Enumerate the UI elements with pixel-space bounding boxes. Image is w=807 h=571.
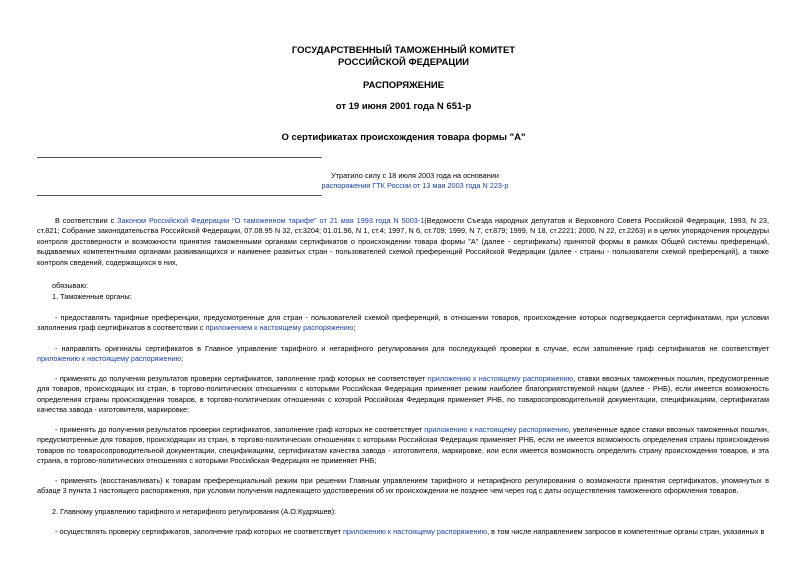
doc-type: РАСПОРЯЖЕНИЕ [362, 80, 445, 91]
org-name-line2: РОССИЙСКОЙ ФЕДЕРАЦИИ [337, 57, 469, 68]
doc-date-number: от 19 июня 2001 года N 651-р [335, 101, 472, 112]
obliges-line: обязываю: [52, 281, 88, 290]
appendix-link-1[interactable]: приложением к настоящему распоряжению [205, 323, 354, 333]
item-1-heading: 1. Таможенные органы: [52, 292, 132, 301]
org-name-line1: ГОСУДАРСТВЕННЫЙ ТАМОЖЕННЫЙ КОМИТЕТ [291, 45, 516, 56]
paragraph-mfn-rates: - применять до получения результатов проверки сертификатов, заполнение граф которых не соответствует приложению к настоящему распоряжению, ставки ввозных таможенных пошлин, предусмотренные для товаров, происходящих из стран, в торгово-политических отношениях с которыми Российская Федерация применяет режим наиболее благоприятствуемой нации (далее - РНБ), если имеется возможность определения страны происхождения товаров, в торгово-политических отношениях с которой Российская Федерация применяет РНБ, по товаросопроводительной документации, спецификациям, сертификатам качества завода - изготовителя, маркировке; [37, 374, 769, 415]
appendix-link-5[interactable]: приложению к настоящему распоряжению [342, 527, 488, 536]
paragraph-preferences: - предоставлять тарифные преференции, предусмотренные для стран - пользователей схемой преференций, в отношении товаров, происхождение которых подтверждается сертификатами, при условии заполнения граф сертификатов в соответствии с приложением к настоящему распоряжению; [37, 313, 769, 333]
paragraph-preamble: В соответствии с Законом Российской Федерации "О таможенном тарифе" от 21 мая 1993 года N 5003-1(Ведомости Съезда народных депутатов и Верховного Совета Российской Федерации, 1993, N 23, ст.821; Собрание законодательства Российской Федерации, 07.08.95 N 32, ст.3204; 01.01.96, N 1, ст.4; 1997, N 6, ст.709; 1999, N 7, ст.879; 1999, N 18, ст.2221; 2000, N 22, ст.2263) и в целях упорядочения процедуры контроля достоверности и возможности принятия таможенными органами сертификатов о происхождении товара формы "А" (далее - сертификаты) принятой формы в рамках Общей системы преференций, выдаваемых компетентными органами развивающихся и наименее развитых стран - пользователей схемой преференций Российской Федерации (далее - страны - пользователи схемой преференций), а также контроля сведений, содержащихся в них, [37, 216, 770, 267]
paragraph-send-originals: - направлять оригиналы сертификатов в Главное управление тарифного и нетарифного регулирования для последующей проверки в случае, если заполнение граф сертификатов не соответствует приложению к настоящему распоряжению; [37, 344, 769, 364]
status-line: Утратило силу с 18 июля 2003 года на основании [331, 171, 499, 180]
top-divider [37, 157, 322, 158]
paragraph-verification: - осуществлять проверку сертификатов, заполнение граф которых не соответствует приложению к настоящему распоряжению, в том числе направлением запросов в компетентные органы стран, указанных в [55, 527, 765, 536]
paragraph-restore-preferences: - применять (восстанавливать) к товарам преференциальный режим при решении Главным управлением тарифного и нетарифного регулирования о возможности принятия сертификатов, упомянутых в абзаце 3 пункта 1 настоящего распоряжения, при условии получения надлежащего удостоверения об их происхождении не позднее чем через год с даты осуществления таможенного оформления товаров. [37, 476, 769, 496]
bottom-divider [37, 195, 322, 196]
appendix-link-3[interactable]: приложению к настоящему распоряжению [427, 374, 574, 383]
customs-tariff-law-link[interactable]: Законом Российской Федерации "О таможенном тарифе" от 21 мая 1993 года N 5003-1 [117, 216, 425, 225]
doc-title: О сертификатах происхождения товара формы "А" [281, 132, 526, 143]
repeal-order-link[interactable]: распоряжения ГТК России от 13 мая 2003 года N 223-р [321, 181, 509, 190]
appendix-link-4[interactable]: приложению к настоящему распоряжению [424, 425, 569, 434]
paragraph-double-rates: - применять до получения результатов проверки сертификатов, заполнение граф которых не соответствует приложению к настоящему распоряжению, увеличенные вдвое ставки ввозных таможенных пошлин, предусмотренные для товаров, происходящих из стран, в торгово-политических отношениях с которыми Российская Федерация применяет РНБ, если не имеется возможность определения страны происхождения товаров по товаросопроводительной документации, спецификациям, сертификатам качества завода - изготовителя, маркировке, или если имеется возможность определить страну происхождения товаров, и эта страна, в торгово-политических отношениях с которыми Российская Федерация не применяет РНБ; [37, 425, 769, 466]
item-2-heading: 2. Главному управлению тарифного и нетарифного регулирования (А.О.Кудряшев): [52, 507, 337, 516]
appendix-link-2[interactable]: приложению к настоящему распоряжению [37, 354, 182, 364]
